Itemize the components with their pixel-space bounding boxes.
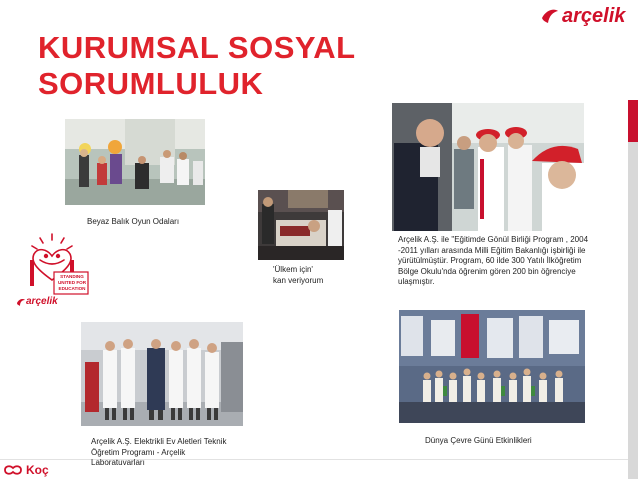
photo-education-program — [392, 103, 584, 231]
right-accent-bar-red — [628, 100, 638, 142]
caption-technical-line-2: Öğretim Programı - Arçelik — [91, 447, 186, 457]
caption-education-line-5: ulaşmıştır. — [398, 277, 435, 286]
caption-technical-line-1: Arçelik A.Ş. Elektrikli Ev Aletleri Teknik — [91, 437, 227, 446]
caption-education-line-3: yürütülmüştür. Program, 60 ilde 300 Yatılı İlköğretim — [398, 256, 582, 265]
page-title-line-2: SORUMLULUK — [38, 66, 264, 101]
page-title-line-1: KURUMSAL SOSYAL — [38, 30, 356, 65]
koc-logo — [4, 463, 54, 477]
photo-play-room-image — [65, 119, 205, 205]
koc-logo-symbol-icon — [4, 464, 24, 476]
caption-technical-line-3: Laboratuvarları — [91, 458, 145, 467]
caption-education-line-1: Arçelik A.Ş. ile "Eğitimde Gönül Birliği Program , 2004 — [398, 235, 589, 244]
badge-arcelik-logo-text: arçelik — [26, 296, 58, 307]
badge-text-line-3: EDUCATION — [58, 286, 86, 291]
right-accent-bar — [628, 100, 638, 479]
arcelik-logo-text: arçelik — [562, 5, 626, 27]
caption-technical-training — [91, 437, 271, 469]
badge-text — [55, 274, 89, 292]
page-title — [38, 30, 458, 102]
arcelik-logo-swoosh-icon — [540, 8, 560, 26]
caption-education-line-2: -2011 yılları arasında Milli Eğitim Bakanlığı işbirliği ile — [398, 245, 586, 255]
photo-play-room — [65, 119, 205, 205]
caption-education-line-4: Bölge Okulu'nda öğrenim gören 200 bin öğrenciye — [398, 266, 576, 276]
photo-environment-day — [399, 310, 585, 423]
standing-united-badge — [14, 232, 98, 312]
badge-text-line-1: STANDING — [60, 274, 84, 279]
photo-environment-day-image — [399, 310, 585, 423]
photo-blood-donation — [258, 190, 344, 260]
photo-education-program-image — [392, 103, 584, 231]
caption-blood-donation — [273, 265, 353, 286]
koc-logo-text: Koç — [26, 463, 49, 477]
arcelik-logo — [540, 5, 636, 29]
caption-blood-donation-line-2: kan veriyorum — [273, 275, 324, 285]
badge-text-line-2: UNITED FOR — [57, 280, 87, 285]
caption-education-program — [398, 235, 598, 288]
caption-play-room: Beyaz Balık Oyun Odaları — [87, 217, 180, 226]
photo-technical-training-image — [81, 322, 243, 426]
photo-technical-training — [81, 322, 243, 426]
caption-blood-donation-line-1: 'Ülkem için' — [273, 265, 313, 274]
badge-arcelik-swoosh-icon — [16, 298, 26, 307]
photo-blood-donation-image — [258, 190, 344, 260]
caption-environment-day: Dünya Çevre Günü Etkinlikleri — [425, 436, 532, 445]
